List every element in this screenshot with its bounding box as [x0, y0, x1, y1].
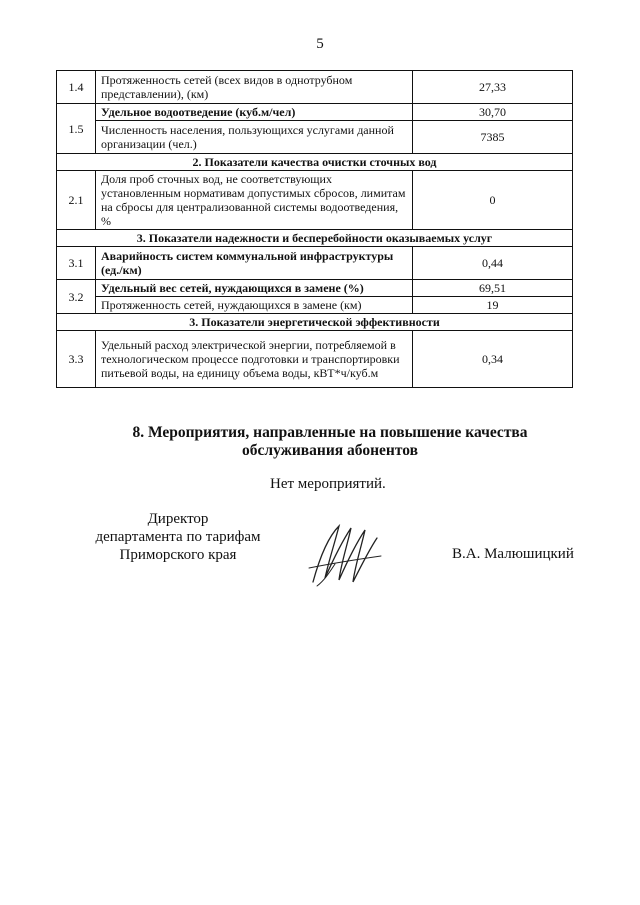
row-indicator: Удельный расход электрической энергии, потребляемой в технологическом процессе подготовки и транспортировки питьевой воды, на единицу объема воды, кВТ*ч/куб.м — [96, 331, 413, 388]
section-row — [57, 154, 573, 171]
row-value: 69,51 — [413, 280, 573, 297]
row-value: 30,70 — [413, 104, 573, 121]
row-value: 0,34 — [413, 331, 573, 388]
row-indicator: Протяженность сетей, нуждающихся в замене (км) — [96, 297, 413, 314]
section-title: 2. Показатели качества очистки сточных вод — [57, 154, 573, 171]
row-number: 1.4 — [57, 71, 96, 104]
measures-heading — [0, 424, 640, 460]
table-row — [57, 247, 573, 280]
row-value: 27,33 — [413, 71, 573, 104]
measures-heading-line1: 8. Мероприятия, направленные на повышение качества — [132, 424, 528, 441]
section-title: 3. Показатели энергетической эффективности — [57, 314, 573, 331]
row-indicator: Удельный вес сетей, нуждающихся в замене (%) — [96, 280, 413, 297]
row-value: 0,44 — [413, 247, 573, 280]
row-indicator: Доля проб сточных вод, не соответствующих установленным нормативам допустимых сбросов, лимитам на сбросы для централизованной системы водоотведения, % — [96, 171, 413, 230]
row-number: 2.1 — [57, 171, 96, 230]
row-value: 7385 — [413, 121, 573, 154]
signer-position-line2: департамента по тарифам — [95, 529, 261, 545]
signer-name: В.А. Малюшицкий — [452, 546, 574, 562]
row-indicator: Численность населения, пользующихся услугами данной организации (чел.) — [96, 121, 413, 154]
signer-position-line1: Директор — [147, 511, 209, 527]
section-title: 3. Показатели надежности и бесперебойности оказываемых услуг — [57, 230, 573, 247]
row-number: 3.3 — [57, 331, 96, 388]
row-number: 3.1 — [57, 247, 96, 280]
row-value: 19 — [413, 297, 573, 314]
table-row — [57, 71, 573, 104]
indicators-table — [56, 70, 573, 388]
row-indicator: Удельное водоотведение (куб.м/чел) — [96, 104, 413, 121]
section-row — [57, 230, 573, 247]
signer-position — [78, 510, 278, 564]
row-indicator: Протяженность сетей (всех видов в однотрубном представлении), (км) — [96, 71, 413, 104]
row-indicator: Аварийность систем коммунальной инфраструктуры (ед./км) — [96, 247, 413, 280]
table-row — [57, 121, 573, 154]
signer-position-line3: Приморского края — [119, 547, 237, 563]
row-number: 1.5 — [57, 104, 96, 154]
table-row — [57, 280, 573, 297]
table-row — [57, 331, 573, 388]
table-row — [57, 297, 573, 314]
row-value: 0 — [413, 171, 573, 230]
measures-heading-line2: обслуживания абонентов — [242, 442, 418, 459]
section-row — [57, 314, 573, 331]
handwritten-signature — [305, 520, 385, 590]
row-number: 3.2 — [57, 280, 96, 314]
page-number: 5 — [316, 36, 324, 52]
table-row — [57, 171, 573, 230]
measures-text: Нет мероприятий. — [270, 476, 386, 492]
table-row — [57, 104, 573, 121]
